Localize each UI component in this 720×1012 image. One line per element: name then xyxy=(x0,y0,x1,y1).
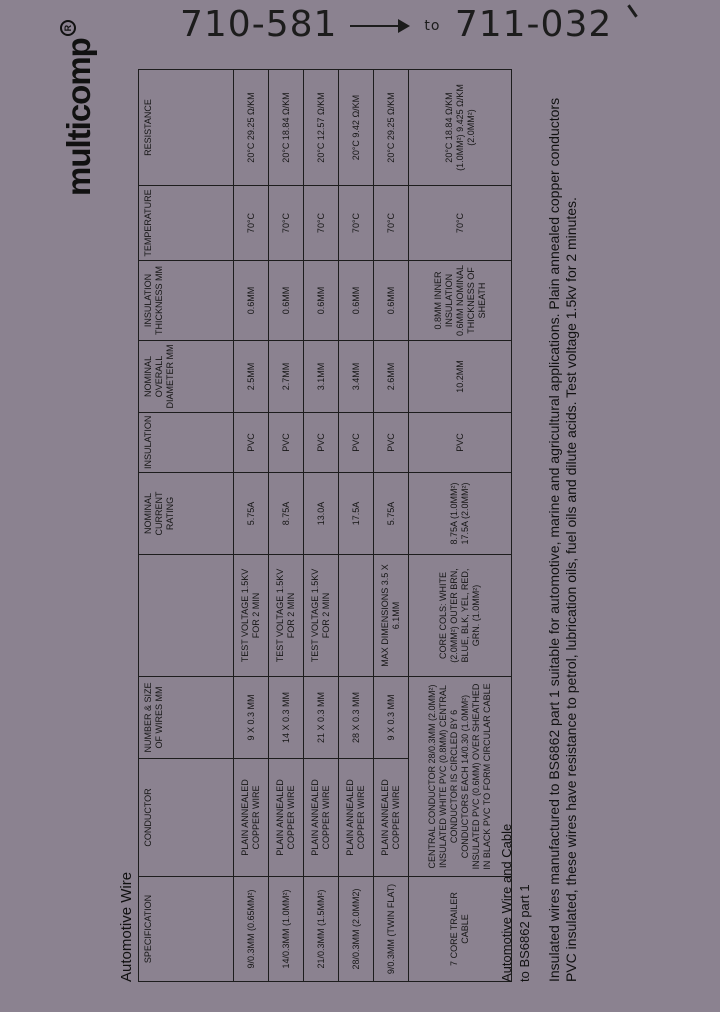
cell-diameter: 2.6MM xyxy=(374,341,409,413)
footer-line-2: to BS6862 part 1 xyxy=(517,884,532,982)
table-row xyxy=(339,70,374,982)
cell-specification: 28/0.3MM (2.0MM2) xyxy=(339,877,374,982)
rotated-content xyxy=(118,72,698,982)
table-row xyxy=(304,70,339,982)
cell-resistance: 20°C 29.25 Ω/KM xyxy=(234,70,269,186)
cell-specification: 9/0.3MM (0.65MM²) xyxy=(234,877,269,982)
table-row xyxy=(269,70,304,982)
col-header-conductor: CONDUCTOR xyxy=(139,759,234,877)
cell-number-size: 9 X 0.3 MM xyxy=(374,677,409,759)
cell-diameter: 3.4MM xyxy=(339,341,374,413)
cell-current-rating: 8.75A xyxy=(269,473,304,555)
cell-notes: CORE COLS: WHITE (2.0MM²) OUTER BRN, BLUE, BLK, YEL, RED, GRN. (1.0MM²) xyxy=(409,555,512,677)
cell-number-size: 9 X 0.3 MM xyxy=(234,677,269,759)
cell-resistance: 20°C 9.42 Ω/KM xyxy=(339,70,374,186)
handwritten-from: 710-581 xyxy=(180,4,338,45)
col-header-insulation: INSULATION xyxy=(139,413,234,473)
cell-resistance: 20°C 12.57 Ω/KM xyxy=(304,70,339,186)
handwritten-range xyxy=(180,4,634,45)
cell-conductor: PLAIN ANNEALED COPPER WIRE xyxy=(269,759,304,877)
cell-diameter: 10.2MM xyxy=(409,341,512,413)
cell-resistance: 20°C 29.25 Ω/KM xyxy=(374,70,409,186)
cell-temperature: 70°C xyxy=(304,186,339,261)
footer-line-1: Automotive Wire and Cable xyxy=(499,823,514,982)
cell-number-size: 21 X 0.3 MM xyxy=(304,677,339,759)
product-description: Insulated wires manufactured to BS6862 part 1 suitable for automotive, marine and agricultural applications. Plain annealed copper conductors PVC insulated, these wires have resistance to petrol, lubrication oils, fuel oils and dilute acids. Test voltage 1.5kv for 2 minutes. xyxy=(546,97,579,982)
cell-specification: 14/0.3MM (1.0MM²) xyxy=(269,877,304,982)
col-header-temperature: TEMPERATURE xyxy=(139,186,234,261)
cell-diameter: 2.5MM xyxy=(234,341,269,413)
cell-current-rating: 17.5A xyxy=(339,473,374,555)
cell-temperature: 70°C xyxy=(234,186,269,261)
cell-diameter: 3.1MM xyxy=(304,341,339,413)
brand-logo xyxy=(60,20,98,196)
col-header-notes xyxy=(139,555,234,677)
cell-current-rating: 5.75A xyxy=(374,473,409,555)
cell-notes xyxy=(339,555,374,677)
cell-notes: TEST VOLTAGE 1.5KV FOR 2 MIN xyxy=(269,555,304,677)
brand-name: multicomp xyxy=(60,38,97,196)
pen-tick-icon xyxy=(627,4,637,17)
cell-current-rating: 5.75A xyxy=(234,473,269,555)
cell-insulation: PVC xyxy=(269,413,304,473)
cell-number-size: 14 X 0.3 MM xyxy=(269,677,304,759)
footer-caption xyxy=(498,824,534,982)
handwritten-to-word: to xyxy=(424,18,441,34)
cell-resistance: 20°C 18.84 Ω/KM xyxy=(269,70,304,186)
cell-temperature: 70°C xyxy=(374,186,409,261)
cell-specification: 7 CORE TRAILER CABLE xyxy=(409,877,512,982)
arrow-icon xyxy=(350,17,410,35)
cell-temperature: 70°C xyxy=(269,186,304,261)
cell-conductor: PLAIN ANNEALED COPPER WIRE xyxy=(374,759,409,877)
cell-insulation: PVC xyxy=(234,413,269,473)
cell-insulation-thickness: 0.6MM xyxy=(234,261,269,341)
cell-diameter: 2.7MM xyxy=(269,341,304,413)
table-header-row xyxy=(139,70,234,982)
cell-conductor: PLAIN ANNEALED COPPER WIRE xyxy=(339,759,374,877)
cell-conductor: PLAIN ANNEALED COPPER WIRE xyxy=(234,759,269,877)
col-header-specification: SPECIFICATION xyxy=(139,877,234,982)
col-header-resistance: RESISTANCE xyxy=(139,70,234,186)
cell-current-rating: 13.0A xyxy=(304,473,339,555)
cell-insulation-thickness: 0.6MM xyxy=(374,261,409,341)
registered-mark-icon: R xyxy=(60,20,76,36)
col-header-insulation-thickness: INSULATION THICKNESS MM xyxy=(139,261,234,341)
cell-specification: 21/0.3MM (1.5MM²) xyxy=(304,877,339,982)
cell-number-size: 28 X 0.3 MM xyxy=(339,677,374,759)
cell-insulation: PVC xyxy=(304,413,339,473)
cell-conductor: PLAIN ANNEALED COPPER WIRE xyxy=(304,759,339,877)
cell-insulation: PVC xyxy=(409,413,512,473)
cell-insulation-thickness: 0.6MM xyxy=(269,261,304,341)
col-header-current-rating: NOMINAL CURRENT RATING xyxy=(139,473,234,555)
cell-conductor: CENTRAL CONDUCTOR 28/0.3MM (2.0MM²) INSULATED WHITE PVC (0.8MM) CENTRAL CONDUCTOR IS CIRCLED BY 6 CONDUCTORS EACH 14/0.30 (1.0MM²) INSULATED PVC (0.6MM) OVER SHEATHED IN BLACK PVC TO FORM CIRCULAR CABLE xyxy=(409,677,512,877)
table-row xyxy=(374,70,409,982)
cell-insulation: PVC xyxy=(374,413,409,473)
cell-insulation-thickness: 0.6MM xyxy=(304,261,339,341)
col-header-diameter: NOMINAL OVERALL DIAMETER MM xyxy=(139,341,234,413)
cell-specification: 9/0.3MM (TWIN FLAT) xyxy=(374,877,409,982)
cell-resistance: 20°C 18.84 Ω/KM (1.0MM²) 9.425 Ω/KM (2.0MM²) xyxy=(409,70,512,186)
cell-insulation-thickness: 0.6MM xyxy=(339,261,374,341)
page-title: Automotive Wire xyxy=(118,871,135,982)
cell-notes: TEST VOLTAGE 1.5KV FOR 2 MIN xyxy=(234,555,269,677)
cell-insulation-thickness: 0.8MM INNER INSULATION 0.6MM NOMINAL THICKNESS OF SHEATH xyxy=(409,261,512,341)
spec-table xyxy=(138,69,512,982)
cell-temperature: 70°C xyxy=(339,186,374,261)
cell-insulation: PVC xyxy=(339,413,374,473)
table-row xyxy=(234,70,269,982)
cell-current-rating: 8.75A (1.0MM²) 17.5A (2.0MM²) xyxy=(409,473,512,555)
cell-notes: TEST VOLTAGE 1.5KV FOR 2 MIN xyxy=(304,555,339,677)
col-header-number-size: NUMBER & SIZE OF WIRES MM xyxy=(139,677,234,759)
table-row xyxy=(409,70,512,982)
cell-notes: MAX DIMENSIONS 3.5 X 6.1MM xyxy=(374,555,409,677)
handwritten-to: 711-032 xyxy=(454,4,613,45)
cell-temperature: 70°C xyxy=(409,186,512,261)
